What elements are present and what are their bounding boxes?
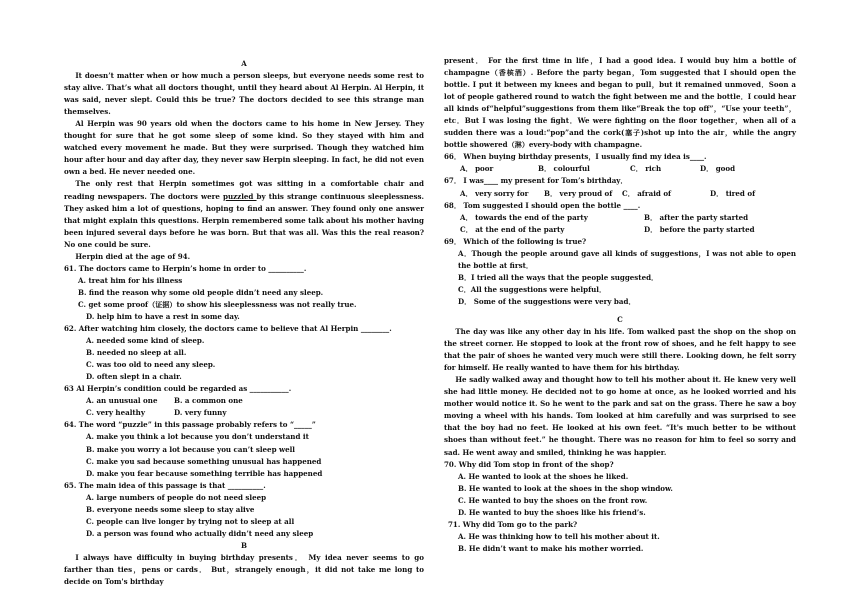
option: D． before the party started <box>644 224 755 234</box>
option: B． after the party started <box>644 212 749 222</box>
passage-b-heading: B <box>241 540 247 550</box>
option: D. often slept in a chair. <box>86 372 182 382</box>
option: D. help him to have a rest in some day. <box>86 311 240 321</box>
option: A. He was thinking how to tell his mother about it. <box>458 531 660 541</box>
right-column <box>444 55 796 555</box>
option: B. He didn’t want to make his mother worried. <box>458 543 644 553</box>
left-column <box>64 58 424 588</box>
option: D． good <box>700 164 736 174</box>
question-65: 65. The main idea of this passage is that __________. <box>64 480 266 490</box>
option-row <box>86 395 424 407</box>
option: D. make you fear because something terrible has happened <box>86 468 323 478</box>
option: B. find the reason why some old people didn’t need any sleep. <box>78 287 324 297</box>
option: D. a person was found who actually didn’t need any sleep <box>86 528 314 538</box>
passage-b-paragraph: I always have difficulty in buying birthday presents． My idea never seems to go farther than ties，pens or cards． But，strangely enough，it did not take me long to decide on Tom's birthday <box>64 552 424 587</box>
passage-a-paragraph: Herpin died at the age of 94. <box>75 251 191 261</box>
passage-a-paragraph: Al Herpin was 90 years old when the doctors came to his home in New Jersey. They thought for sure that he got some sleep of some kind. So they stayed with him and watched every movement he made. But they were surprised. Though they watched him hour after hour and day after day, they never saw Herpin sleeping. In fact, he did not even own a bed. He never needed one. <box>64 119 424 177</box>
option: C. make you sad because something unusual has happened <box>86 456 322 466</box>
option-row <box>86 407 424 419</box>
option: C. was too old to need any sleep. <box>86 360 216 370</box>
question-70: 70. Why did Tom stop in front of the shop? <box>444 459 614 469</box>
question-62: 62. After watching him closely, the doctors came to believe that Al Herpin ________. <box>64 324 392 334</box>
question-63: 63 Al Herpin’s condition could be regarded as ___________. <box>64 384 292 394</box>
option: B. make you worry a lot because you can’t sleep well <box>86 444 296 454</box>
paragraph-text: The only rest that Herpin sometimes got was sitting in a comfortable chair and reading newspapers. The doctors were <box>64 179 424 201</box>
option: C． at the end of the party <box>460 224 565 234</box>
option: B． very proud of <box>544 188 613 198</box>
option: A． poor <box>460 164 494 174</box>
option: A. needed some kind of sleep. <box>86 336 205 346</box>
passage-b-continued: present． For the first time in life，I had a good idea. I would buy him a bottle of champagne（香槟酒）. Before the party began，Tom suggested that I should open the bottle. I put it between my knees and began to pull，but it remained unmoved．Soon a lot of people gathered round to watch the fight between me and the bottle．I could hear all kinds of“helpful”suggestions from them like“Break the top off”，“Use your teeth”，etc．But I was losing the fight．We were fighting on the floor together，when all of a sudden there was a loud:“pop”and the cork(塞子)shot up into the air，while the angry bottle showered（淋）every-body with champagne. <box>444 56 796 150</box>
passage-a-paragraph: It doesn’t matter when or how much a person sleeps, but everyone needs some rest to stay alive. That’s what all doctors thought, until they heard about Al Herpin. Al Herpin, it was said, never slept. Could this be true? The doctors decided to see this strange man themselves. <box>64 71 424 117</box>
option: A. large numbers of people do not need sleep <box>86 492 267 502</box>
option: D． tired of <box>710 188 756 198</box>
passage-a-heading: A <box>241 59 247 68</box>
question-66: 66． When buying birthday presents，I usually find my idea is____. <box>444 152 707 162</box>
option: C. people can live longer by trying not to sleep at all <box>86 516 295 526</box>
option: B. He wanted to look at the shoes in the shop window. <box>458 483 673 493</box>
option: B. needed no sleep at all. <box>86 348 187 358</box>
option: A．Though the people around gave all kinds of suggestions，I was not able to open the bottle at first． <box>458 248 796 270</box>
option: D． Some of the suggestions were very bad． <box>458 296 636 306</box>
option: A. make you think a lot because you don’t understand it <box>86 432 309 442</box>
paragraph-text: by this strange continuous sleeplessness. They asked him a lot of questions, hoping to find an answer. They found only one answer that might explain this questions. Herpin remembered some talk about his mother having been injured several days before he was born. But that was all. Was this the real reason? No one could be sure. <box>64 191 425 249</box>
option: C．All the suggestions were helpful． <box>458 284 607 294</box>
option: C. get some proof（证据）to show his sleeplessness was not really true. <box>78 299 357 309</box>
option-row <box>460 212 796 224</box>
question-69: 69． Which of the following is true? <box>444 236 587 246</box>
option: A. He wanted to look at the shoes he liked. <box>458 471 629 481</box>
question-68: 68． Tom suggested I should open the bottle ____. <box>444 200 641 210</box>
option: A． towards the end of the party <box>460 212 588 222</box>
passage-a-paragraph <box>64 178 424 250</box>
option: C. He wanted to buy the shoes on the front row. <box>458 495 648 505</box>
option: D. He wanted to buy the shoes like his friend’s. <box>458 507 646 517</box>
question-64: 64. The word “puzzle” in this passage probably refers to “_____” <box>64 420 316 430</box>
question-71: 71. Why did Tom go to the park? <box>448 519 578 529</box>
option-row <box>460 188 796 200</box>
question-67: 67． I was____ my present for Tom’s birthday． <box>444 176 628 186</box>
option: C． afraid of <box>622 188 672 198</box>
option: C. very healthy <box>86 408 145 418</box>
option-row <box>460 224 796 236</box>
option: D. very funny <box>174 408 227 418</box>
option-row <box>460 163 796 175</box>
question-61: 61. The doctors came to Herpin’s home in order to __________. <box>64 263 307 273</box>
option: B. everyone needs some sleep to stay alive <box>86 504 255 514</box>
option: B. a common one <box>174 396 243 406</box>
passage-c-paragraph: He sadly walked away and thought how to tell his mother about it. He knew very well she had little money. He decided not to go home at once, as he looked worried and his mother would notice it. So he went to the park and sat on the grass. There he saw a boy moving a wheel with his hands. Tom looked at him carefully and was surprised to see that the boy had no feet. He looked at his own feet. “It's much better to be without shoes than without feet.” he thought. There was no reason for him to feel so sorry and sad. He went away and smiled, thinking he was happier. <box>444 375 796 457</box>
option: A. an unusual one <box>86 396 158 406</box>
option: A． very sorry for <box>460 188 529 198</box>
option: A. treat him for his illness <box>78 275 183 285</box>
passage-c-heading: C <box>617 314 623 324</box>
option: C． rich <box>630 164 662 174</box>
option: B．I tried all the ways that the people suggested． <box>458 272 659 282</box>
option: B． colourful <box>538 164 590 174</box>
passage-c-paragraph: The day was like any other day in his life. Tom walked past the shop on the shop on the street corner. He stopped to look at the front row of shoes, and he felt happy to see that the pair of shoes he wanted very much were still there. Looking down, he felt sorry for himself. He really wanted to have them for his birthday. <box>444 327 796 373</box>
underlined-word: puzzled <box>223 191 257 201</box>
